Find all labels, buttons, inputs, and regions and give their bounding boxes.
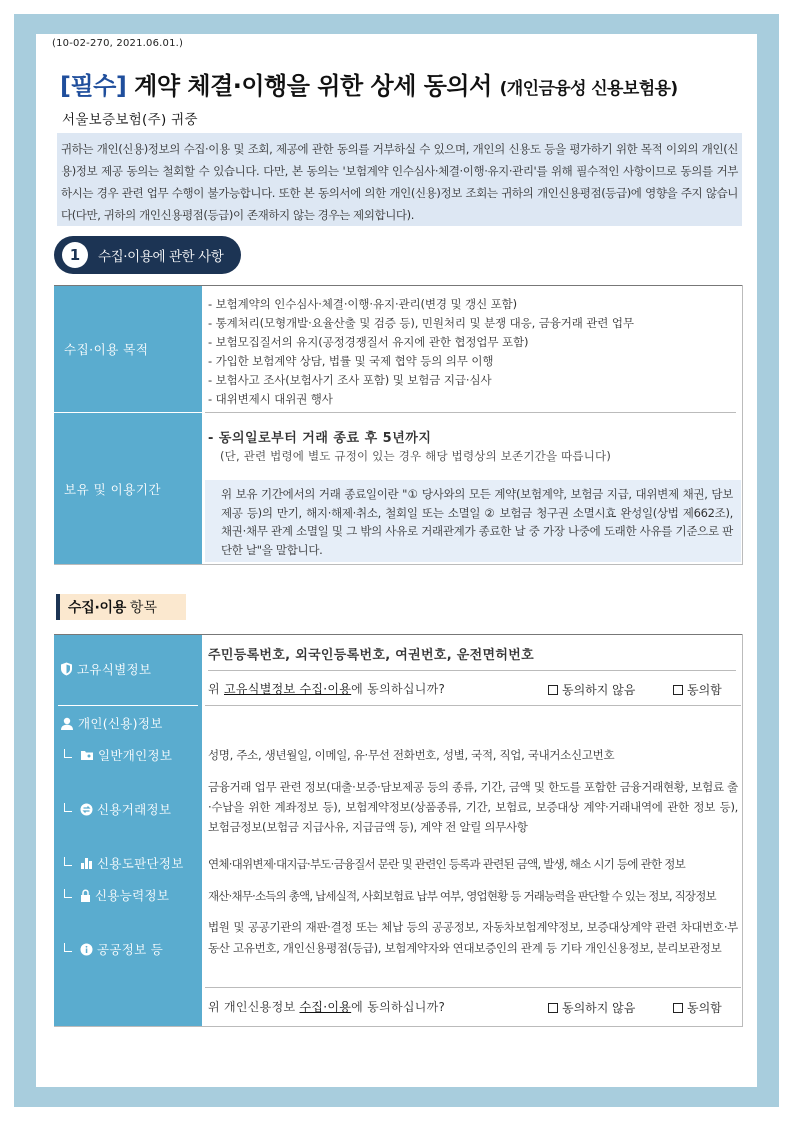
personal-info-label-text: 개인(신용)정보 xyxy=(78,716,163,731)
unique-id-items: 주민등록번호, 외국인등록번호, 여권번호, 운전면허번호 xyxy=(208,648,534,663)
section1-header xyxy=(54,236,241,274)
unique-id-agree-checkbox[interactable]: 동의함 xyxy=(673,681,722,698)
unique-id-disagree-checkbox[interactable]: 동의하지 않음 xyxy=(548,681,635,698)
purpose-label-cell xyxy=(54,286,202,412)
credit-transaction-text: 금융거래 업무 관련 정보(대출·보증·담보제공 등의 종류, 기간, 금액 및 한도를 포함한 금융거래현황, 보험료 출·수납을 위한 계좌정보 등), 보험계약정보(상품종류, 기간, 보험료, 보증대상 계약·거래내역에 관한 정보 등), 보험금정보(보험금 지급사유, 지급금액 등), 계약 전 알릴 의무사항 xyxy=(208,780,738,834)
sub-label-credit-capacity: 신용능력정보 xyxy=(60,886,169,904)
purpose-item: - 대위변제시 대위권 행사 xyxy=(208,392,333,406)
info-icon xyxy=(80,943,93,956)
credit-judgment-text: 연체·대위변제·대지급·부도·금융질서 문란 및 관련인 등록과 관련된 금액, 발생, 해소 시기 등에 관한 정보 xyxy=(208,857,686,871)
section2-label-bold: 수집·이용 xyxy=(68,600,126,616)
corner-connector xyxy=(64,889,72,898)
shield-icon xyxy=(60,662,73,676)
user-icon xyxy=(60,717,74,730)
document-number: (10-02-270, 2021.06.01.) xyxy=(52,38,184,49)
retention-label-cell xyxy=(54,413,202,564)
purpose-item: - 통계처리(모형개발·요율산출 및 검증 등), 민원처리 및 분쟁 대응, 금융거래 관련 업무 xyxy=(208,316,634,330)
personal-agree-checkbox[interactable]: 동의함 xyxy=(673,999,722,1016)
sub-label-credit-transaction: 신용거래정보 xyxy=(60,800,171,818)
retention-note: (단, 관련 법령에 별도 규정이 있는 경우 해당 법령상의 보존기간을 따릅니다) xyxy=(220,449,612,463)
checkbox-box[interactable] xyxy=(548,1003,558,1013)
retention-period: - 동의일로부터 거래 종료 후 5년까지 xyxy=(208,431,432,446)
purpose-label: 수집·이용 목적 xyxy=(64,342,149,357)
sub-label-credit-judgment: 신용도판단정보 xyxy=(60,854,184,872)
section1-label: 수집·이용에 관한 사항 xyxy=(98,249,224,265)
intro-notice: 귀하는 개인(신용)정보의 수집·이용 및 조회, 제공에 관한 동의를 거부하실 수 있으며, 개인의 신용도 등을 평가하기 위한 목적 이외의 개인(신용)정보 제공 동의는 철회할 수 있습니다. 다만, 본 동의는 '보험계약 인수심사·체결·이행·유지·관리'를 위해 필수적인 사항이므로 동의를 거부하시는 경우 관련 업무 수행이 불가능합니다. 또한 본 동의서에 의한 개인(신용)정보 조회는 귀하의 개인신용평점(등급)에 영향을 주지 않습니다(다만, 귀하의 개인신용평점(등급)이 존재하지 않는 경우는 제외합니다). xyxy=(57,133,742,226)
sub-label-public-info: 공공정보 등 xyxy=(60,940,163,958)
unique-id-divider xyxy=(208,670,736,671)
exchange-icon xyxy=(80,803,93,816)
table2-label-column xyxy=(54,635,202,1026)
purpose-item: - 보험계약의 인수심사·체결·이행·유지·관리(변경 및 갱신 포함) xyxy=(208,297,518,311)
purpose-item: - 보험모집질서의 유지(공정경쟁질서 유지에 관한 협정업무 포함) xyxy=(208,335,529,349)
sub-label-general: 일반개인정보 xyxy=(60,746,172,764)
lock-icon xyxy=(80,889,91,902)
personal-consent-divider xyxy=(205,987,741,988)
personal-info-label xyxy=(60,714,163,732)
checkbox-box[interactable] xyxy=(673,1003,683,1013)
general-info-text: 성명, 주소, 생년월일, 이메일, 유·무선 전화번호, 성별, 국적, 직업, 국내거소신고번호 xyxy=(208,748,615,762)
addressee: 서울보증보험(주) 귀중 xyxy=(62,112,198,128)
retention-detail: 위 보유 기간에서의 거래 종료일이란 "① 당사와의 모든 계약(보험계약, 보험금 지급, 대위변제 채권, 담보 제공 등)의 만기, 해지·해제·취소, 철회일 또는 소멸일 ② 보험금 청구권 소멸시효 완성일(상법 제662조), 채권·채무 관계 소멸일 및 그 밖의 사유로 거래관계가 종료한 날 중 가장 나중에 도래한 사유를 기준으로 판단한 날"을 말합니다. xyxy=(205,480,741,562)
id-card-icon xyxy=(80,749,94,761)
table1-bottom-border xyxy=(54,564,742,565)
table2-bottom-border xyxy=(54,1026,742,1027)
section2-header xyxy=(56,594,186,620)
purpose-item: - 가입한 보험계약 상담, 법률 및 국제 협약 등의 의무 이행 xyxy=(208,354,494,368)
corner-connector xyxy=(64,943,72,952)
table2-label-divider xyxy=(58,705,198,706)
corner-connector xyxy=(64,857,72,866)
unique-id-row-end xyxy=(205,705,741,706)
personal-consent-question: 위 개인신용정보 수집·이용에 동의하십니까? xyxy=(208,1000,446,1014)
required-tag: [필수] xyxy=(60,72,127,100)
corner-connector xyxy=(64,749,72,758)
section1-number: 1 xyxy=(62,242,88,268)
unique-id-label xyxy=(60,660,151,678)
purpose-item: - 보험사고 조사(보험사기 조사 포함) 및 보험금 지급·심사 xyxy=(208,373,492,387)
purpose-list xyxy=(208,295,634,409)
checkbox-box[interactable] xyxy=(548,685,558,695)
bar-chart-icon xyxy=(80,857,93,869)
table1-row-divider xyxy=(205,412,736,413)
retention-label: 보유 및 이용기간 xyxy=(64,482,161,497)
credit-capacity-text: 재산·채무·소득의 총액, 납세실적, 사회보험료 납부 여부, 영업현황 등 거래능력을 판단할 수 있는 정보, 직장정보 xyxy=(208,889,716,903)
corner-connector xyxy=(64,803,72,812)
section2-label-rest: 항목 xyxy=(129,600,157,616)
table1-right-border xyxy=(742,285,743,565)
title-subtitle: (개인금융성 신용보험용) xyxy=(499,79,678,99)
unique-id-label-text: 고유식별정보 xyxy=(77,662,152,677)
page-title xyxy=(60,66,678,101)
unique-id-consent-question: 위 고유식별정보 수집·이용에 동의하십니까? xyxy=(208,682,446,696)
title-main: 계약 체결·이행을 위한 상세 동의서 xyxy=(126,72,500,100)
table2-right-border xyxy=(742,634,743,1027)
checkbox-box[interactable] xyxy=(673,685,683,695)
personal-disagree-checkbox[interactable]: 동의하지 않음 xyxy=(548,999,635,1016)
public-info-text: 법원 및 공공기관의 재판·결정 또는 체납 등의 공공정보, 자동차보험계약정보, 보증대상계약 관련 차대번호·부동산 고유번호, 개인신용평점(등급), 보험계약자와 연대보증인의 관계 등 기타 개인신용정보, 분리보관정보 xyxy=(208,920,738,955)
